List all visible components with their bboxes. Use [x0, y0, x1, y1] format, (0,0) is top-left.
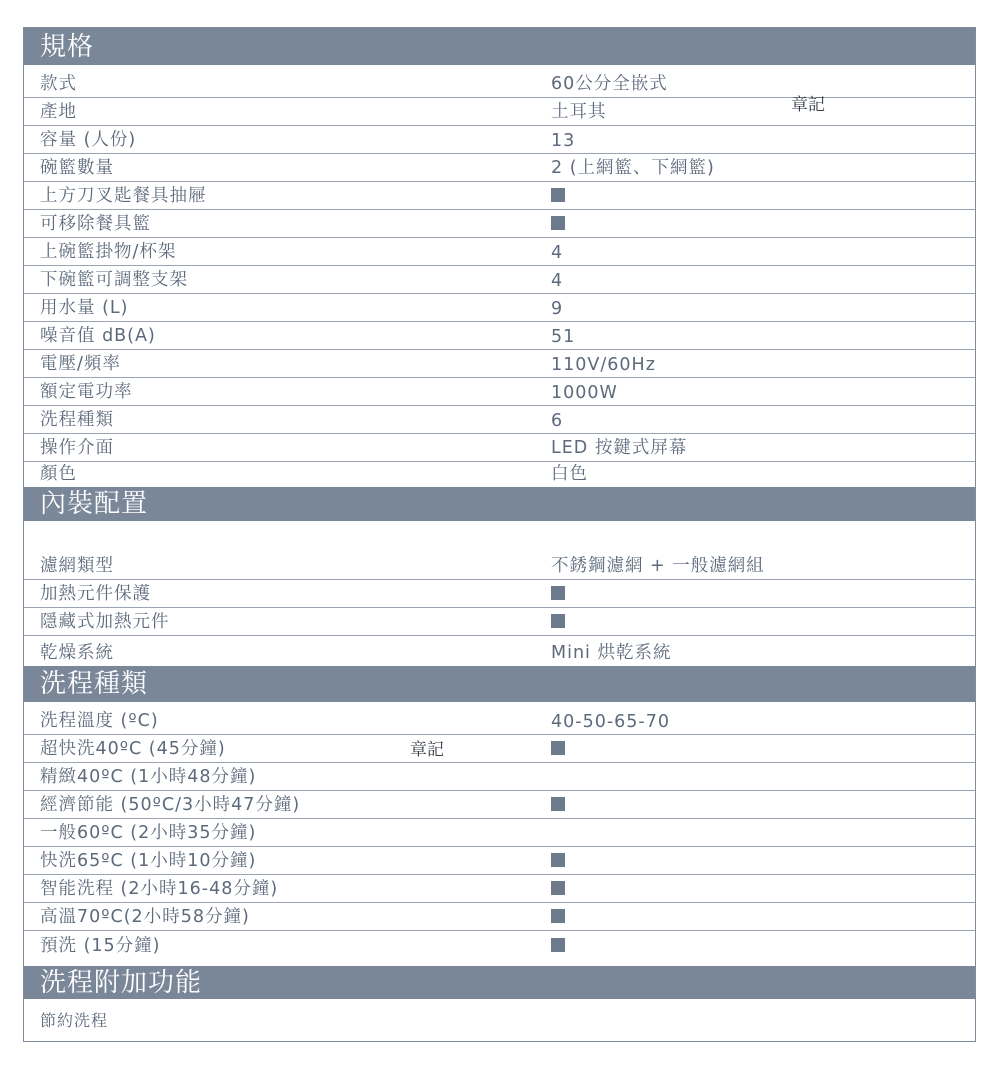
row-label: 洗程種類: [40, 410, 114, 430]
table-row: [24, 608, 975, 636]
table-row: [24, 763, 975, 791]
row-label: 用水量 (L): [40, 298, 129, 318]
row-label: 濾網類型: [40, 556, 114, 576]
table-row: [24, 521, 975, 580]
row-label: 超快洗40ºC (45分鐘): [40, 739, 226, 759]
table-row: [24, 98, 975, 126]
table-row: [24, 294, 975, 322]
table-row: [24, 735, 975, 763]
row-label: 節約洗程: [40, 1011, 109, 1030]
row-label: 噪音值 dB(A): [40, 326, 156, 346]
table-row: [24, 182, 975, 210]
row-value: LED 按鍵式屏幕: [551, 438, 688, 458]
check-mark: [551, 740, 565, 760]
row-label: 額定電功率: [40, 382, 133, 402]
table-row: [24, 322, 975, 350]
row-label: 精緻40ºC (1小時48分鐘): [40, 767, 257, 787]
table-row: [24, 154, 975, 182]
table-row: [24, 636, 975, 666]
row-value: 2 (上網籃、下網籃): [551, 158, 715, 178]
row-value: 40-50-65-70: [551, 712, 671, 732]
row-value: 1000W: [551, 383, 618, 403]
row-label: 電壓/頻率: [40, 354, 121, 374]
table-row: [24, 434, 975, 462]
check-mark: [551, 585, 565, 605]
check-mark: [551, 215, 565, 235]
table-row: [24, 378, 975, 406]
row-value: 4: [551, 271, 564, 291]
row-value: Mini 烘乾系統: [551, 643, 672, 663]
section-header-extras: [24, 966, 975, 999]
table-row: [24, 350, 975, 378]
row-label: 智能洗程 (2小時16-48分鐘): [40, 879, 279, 899]
row-label: 隱藏式加熱元件: [40, 612, 170, 632]
table-row: [24, 126, 975, 154]
row-label: 高溫70ºC(2小時58分鐘): [40, 907, 250, 927]
table-row: [24, 847, 975, 875]
stamp-text: 章記: [791, 95, 825, 115]
row-label: 碗籃數量: [40, 158, 114, 178]
table-row: [24, 580, 975, 608]
row-label: 下碗籃可調整支架: [40, 270, 188, 290]
row-value: 51: [551, 327, 576, 347]
row-label: 顏色: [40, 464, 77, 484]
row-value: 9: [551, 299, 564, 319]
table-row: [24, 903, 975, 931]
row-value: 110V/60Hz: [551, 355, 656, 375]
row-value: 60公分全嵌式: [551, 74, 668, 94]
table-row: [24, 210, 975, 238]
section-title: 內裝配置: [40, 489, 149, 519]
check-mark: [551, 613, 565, 633]
stamp-text: 章記: [410, 740, 444, 760]
row-label: 可移除餐具籃: [40, 214, 151, 234]
row-label: 洗程溫度 (ºC): [40, 711, 159, 731]
section-title: 洗程附加功能: [40, 967, 203, 998]
check-mark: [551, 852, 565, 872]
check-mark: [551, 937, 565, 957]
table-row: [24, 266, 975, 294]
row-label: 預洗 (15分鐘): [40, 936, 161, 956]
row-value: 13: [551, 131, 576, 151]
table-row: [24, 702, 975, 735]
row-value: 白色: [551, 464, 588, 484]
table-row: [24, 406, 975, 434]
row-label: 上碗籃掛物/杯架: [40, 242, 177, 262]
table-row: [24, 931, 975, 966]
check-mark: [551, 187, 565, 207]
section-title: 洗程種類: [40, 669, 149, 699]
row-label: 操作介面: [40, 438, 114, 458]
table-row: [24, 819, 975, 847]
section-title: 規格: [40, 31, 95, 62]
section-header-interior: [24, 487, 975, 521]
row-label: 乾燥系統: [40, 643, 114, 663]
row-value: 土耳其: [551, 102, 607, 122]
check-mark: [551, 908, 565, 928]
row-label: 加熱元件保護: [40, 584, 151, 604]
check-mark: [551, 796, 565, 816]
row-label: 一般60ºC (2小時35分鐘): [40, 823, 257, 843]
row-value: 4: [551, 243, 564, 263]
row-label: 上方刀叉匙餐具抽屜: [40, 186, 207, 206]
row-label: 快洗65ºC (1小時10分鐘): [40, 851, 257, 871]
row-label: 經濟節能 (50ºC/3小時47分鐘): [40, 795, 301, 815]
row-value: 6: [551, 411, 564, 431]
section-header-specs: [24, 28, 975, 65]
row-label: 產地: [40, 102, 77, 122]
table-row: [24, 791, 975, 819]
spec-table: [23, 27, 976, 1042]
table-row: [24, 238, 975, 266]
section-header-programs: [24, 666, 975, 702]
row-label: 容量 (人份): [40, 130, 137, 150]
table-row: [24, 875, 975, 903]
check-mark: [551, 880, 565, 900]
table-row: [24, 65, 975, 98]
table-row: [24, 462, 975, 487]
table-row: [24, 999, 975, 1041]
row-label: 款式: [40, 74, 77, 94]
row-value: 不銹鋼濾網 + 一般濾網組: [551, 556, 765, 576]
